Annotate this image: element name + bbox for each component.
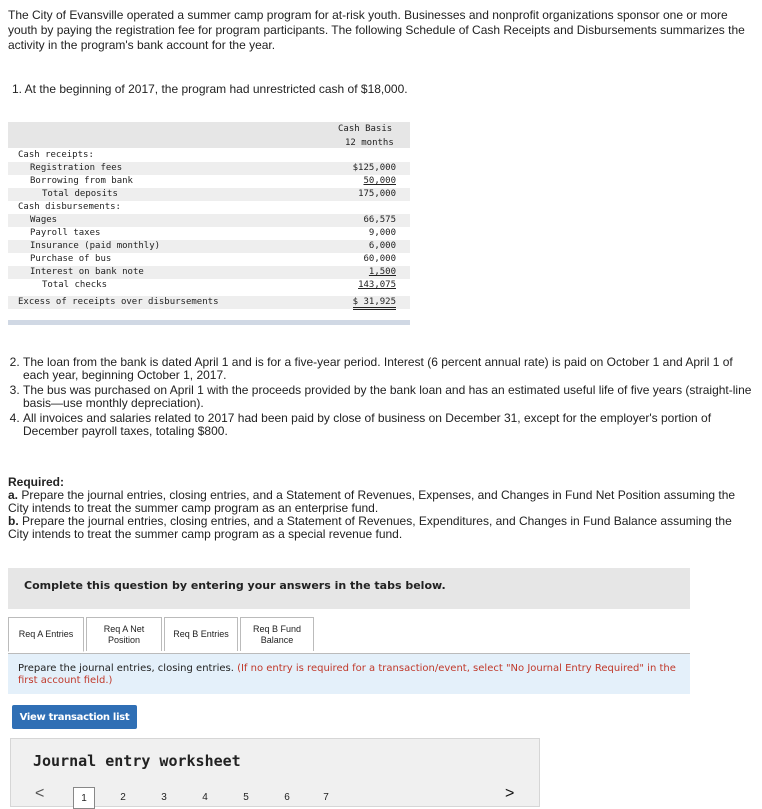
table-row [8,214,410,227]
row-value: 50,000 [363,176,396,186]
required-a-text: Prepare the journal entries, closing entries, and a Statement of Revenues, Expenses, and Changes in Fund Net Position assuming the City intends to treat the summer camp program as an enterprise fund. [8,488,736,515]
page-1-button[interactable]: 1 [73,787,95,809]
row-label: Payroll taxes [30,228,101,238]
worksheet-title: Journal entry worksheet [33,752,241,770]
tab-req-b-entries[interactable]: Req B Entries [164,617,238,651]
row-value: 9,000 [368,228,396,238]
row-label: Wages [30,215,58,225]
required-b [8,515,753,541]
row-label: Cash disbursements: [18,202,121,212]
table-row [8,201,410,214]
table-row [8,266,410,279]
instruction-prompt [8,653,690,694]
table-row [8,279,410,292]
page-7-button[interactable]: 7 [323,791,329,803]
row-label: Total checks [42,280,108,290]
page-4-button[interactable]: 4 [202,791,208,803]
row-label: Interest on bank note [30,267,144,277]
next-arrow-icon[interactable]: > [505,785,515,802]
table-row [8,253,410,266]
note-2: 2. The loan from the bank is dated April 1 and is for a five-year period. Interest (6 percent annual rate) is paid on October 1 and April 1 of each year, beginning October 1, 2017. [23,356,753,382]
required-title: Required: [8,475,65,489]
tab-req-a-entries[interactable]: Req A Entries [8,617,84,652]
cash-schedule-table [8,122,410,322]
table-bottom-border [8,320,410,325]
row-label: Purchase of bus [30,254,112,264]
row-value: $ 31,925 [353,297,396,310]
required-b-text: Prepare the journal entries, closing entries, and a Statement of Revenues, Expenditures, and Changes in Fund Balance assuming the City intends to treat the summer camp program as a special revenue fund. [8,514,732,541]
row-value: 66,575 [363,215,396,225]
row-label: Total deposits [42,189,118,199]
table-row [8,162,410,175]
table-row [8,227,410,240]
problem-notes [8,356,753,440]
problem-intro: The City of Evansville operated a summer camp program for at-risk youth. Businesses and nonprofit organizations sponsor one or more youth by paying the registration fee for program participants. The following Schedule of Cash Receipts and Disbursements summarizes the activity in the program's bank account for the year. [8,8,745,52]
header-12-months: 12 months [345,138,394,148]
table-row [8,149,410,162]
tab-req-b-fund-balance[interactable]: Req B Fund Balance [240,617,314,651]
row-label: Insurance (paid monthly) [30,241,161,251]
row-value: $125,000 [352,163,396,173]
row-value: 143,075 [358,280,396,290]
row-label: Excess of receipts over disbursements [18,297,219,307]
row-label: Borrowing from bank [30,176,133,186]
required-a [8,489,753,515]
required-a-label: a. [8,488,19,502]
required-b-label: b. [8,514,19,528]
tab-req-a-net-position[interactable]: Req A Net Position [86,617,162,651]
header-cash-basis: Cash Basis [338,124,393,134]
page-6-button[interactable]: 6 [284,791,290,803]
row-value: 6,000 [368,241,396,251]
note-3: 3. The bus was purchased on April 1 with the proceeds provided by the bank loan and has an estimated useful life of five years (straight-line basis—use monthly depreciation). [23,384,753,410]
complete-instruction-text: Complete this question by entering your answers in the tabs below. [24,579,446,592]
view-transaction-list-button[interactable]: View transaction list [12,705,137,729]
prompt-text: Prepare the journal entries, closing entries. [18,663,238,674]
row-label: Registration fees [30,163,123,173]
table-row [8,188,410,201]
table-row [8,175,410,188]
worksheet-pager [33,787,523,807]
row-value: 1,500 [368,267,396,277]
page-2-button[interactable]: 2 [120,791,126,803]
row-label: Cash receipts: [18,150,94,160]
page-3-button[interactable]: 3 [161,791,167,803]
table-row [8,296,410,309]
page-5-button[interactable]: 5 [243,791,249,803]
row-value: 60,000 [363,254,396,264]
table-header [8,122,410,148]
row-value: 175,000 [358,189,396,199]
prompt-hint: (If no entry is required for a transaction/event, select "No Journal Entry Required" in the first account field.) [18,663,676,686]
complete-instruction-bar [8,568,690,609]
note-4: 4. All invoices and salaries related to 2017 had been paid by close of business on December 31, except for the employer's portion of December payroll taxes, totaling $800. [23,412,753,438]
item-1: 1. At the beginning of 2017, the program had unrestricted cash of $18,000. [12,82,408,96]
required-section [8,476,753,541]
journal-entry-worksheet [10,738,540,807]
prev-arrow-icon[interactable]: < [35,785,45,802]
table-row [8,240,410,253]
